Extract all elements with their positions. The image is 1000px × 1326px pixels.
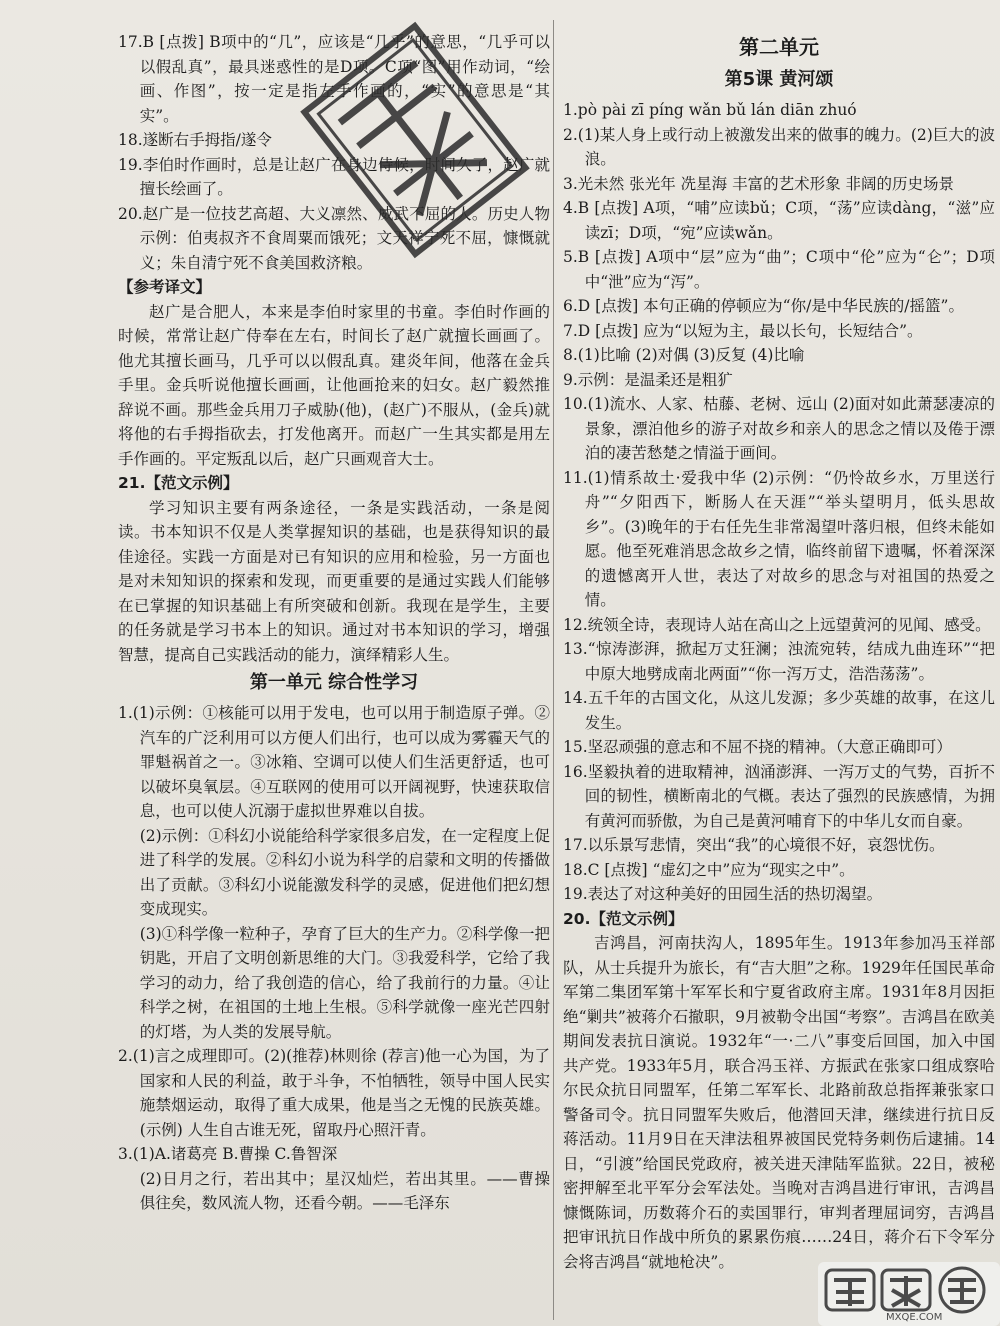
right-answers [563, 98, 995, 1274]
unit-title: 第二单元 [739, 35, 819, 59]
right-item-19: 20.【范文示例】 [563, 909, 684, 928]
right-item-17: 18.C [点拨] “虚幻之中”应为“现实之中”。 [563, 860, 855, 879]
left-item-7: 学习知识主要有两条途径，一条是实践活动，一条是阅读。书本知识不仅是人类掌握知识的基础，也是获得知识的最佳途径。实践一方面是对已有知识的应用和检验，另一方面也是对未知知识的探索和发现，而更重要的是通过实践人们能够在已掌握的知识基础上有所突破和创新。我现在是学生，主要的任务就是学习书本上的知识。通过对书本知识的学习，增强智慧，提高自己实践活动的能力，演绎精彩人生。 [118, 498, 550, 664]
right-item-18: 19.表达了对这种美好的田园生活的热切渴望。 [563, 885, 883, 903]
left-item-12: 2.(1)言之成理即可。(2)(推荐)林则徐 (荐言)他一心为国，为了国家和人民的利益，敢于斗争，不怕牺牲，领导中国人民实施禁烟运动，取得了重大成果，他是当之无愧的民族英雄。(示例) 人生自古谁无死，留取丹心照汗青。 [118, 1047, 550, 1139]
left-item-9: 1.(1)示例：①核能可以用于发电，也可以用于制造原子弹。②汽车的广泛利用可以方便人们出行，也可以成为雾霾天气的罪魁祸首之一。③冰箱、空调可以使人们生活更舒适，也可以破坏臭氧层。④互联网的使用可以开阔视野，快速获取信息，也可以使人沉溺于虚拟世界难以自拔。 [118, 704, 550, 820]
right-item-13: 14.五千年的古国文化，从这儿发源；多少英雄的故事，在这儿发生。 [563, 689, 995, 732]
left-item-10: (2)示例：①科幻小说能给科学家很多启发，在一定程度上促进了科学的发展。②科幻小说为科学的启蒙和文明的传播做出了贡献。③科幻小说能激发科学的灵感，促进他们把幻想变成现实。 [139, 826, 550, 918]
right-item-5: 6.D [点拨] 本句正确的停顿应为“你/是中华民族的/摇篮”。 [563, 297, 964, 315]
right-item-6: 7.D [点拨] 应为“以短为主，最以长句，长短结合”。 [563, 321, 923, 340]
left-item-3: 20.赵广是一位技艺高超、大义凛然、威武不屈的人。历史人物示例：伯夷叔齐不食周粟而饿死；文天祥宁死不屈，慷慨就义；朱自清宁死不食美国救济粮。 [118, 204, 550, 272]
right-column [563, 30, 995, 1274]
right-item-4: 5.B [点拨] A项中“层”应为“曲”；C项中“伦”应为“仑”；D项中“泄”应为“泻”。 [563, 248, 995, 291]
right-item-11: 12.统领全诗，表现诗人站在高山之上远望黄河的见闻、感受。 [563, 615, 991, 634]
left-column [118, 30, 550, 1216]
right-item-1: 2.(1)某人身上或行动上被激发出来的做事的魄力。(2)巨大的波浪。 [563, 125, 995, 168]
left-item-4: 【参考译文】 [118, 278, 212, 296]
left-item-13: 3.(1)A.诸葛亮 B.曹操 C.鲁智深 [118, 1145, 338, 1163]
watermark-logo-icon [824, 1266, 994, 1322]
column-divider [553, 20, 554, 1320]
right-item-9: 10.(1)流水、人家、枯藤、老树、远山 (2)面对如此萧瑟凄凉的景象，漂泊他乡的游子对故乡和亲人的思念之情以及倦于漂泊的凄苦愁楚之情溢于画间。 [563, 395, 995, 462]
lesson-title: 第5课 黄河颂 [724, 69, 834, 90]
left-item-14: (2)日月之行，若出其中；星汉灿烂，若出其里。——曹操 俱往矣，数风流人物，还看今朝。——毛泽东 [139, 1169, 550, 1212]
left-item-1: 18.遂断右手拇指/遂令 [118, 131, 272, 149]
right-item-7: 8.(1)比喻 (2)对偶 (3)反复 (4)比喻 [563, 346, 805, 364]
right-item-16: 17.以乐景写悲情，突出“我”的心境很不好，哀怨忧伤。 [563, 836, 945, 854]
left-item-5: 赵广是合肥人，本来是李伯时家里的书童。李伯时作画的时候，常常让赵广侍奉在左右，时间长了赵广就擅长画画了。他尤其擅长画马，几乎可以以假乱真。建炎年间，他落在金兵手里。金兵听说他擅长画画，让他画抢来的妇女。赵广毅然推辞说不画。那些金兵用刀子威胁(他)，(赵广)不服从，(金兵)就将他的右手拇指砍去，打发他离开。而赵广一生其实都是用左手作画的。平定叛乱以后，赵广只画观音大士。 [118, 302, 550, 468]
right-item-10: 11.(1)情系故土·爱我中华 (2)示例：“仍怜故乡水，万里送行舟”“夕阳西下，断肠人在天涯”“举头望明月，低头思故乡”。(3)晚年的于右任先生非常渴望叶落归根，但终未能如愿。他至死难消思念故乡之情，临终前留下遗嘱，怀着深深的遗憾离开人世，表达了对故乡的思念与对祖国的热爱之情。 [563, 468, 995, 609]
left-item-11: (3)①科学像一粒种子，孕育了巨大的生产力。②科学像一把钥匙，开启了文明创新思维的大门。③我爱科学，它给了我学习的动力，给了我创造的信心，给了我前行的力量。④让科学之树，在祖国的土地上生根。⑤科学就像一座光芒四射的灯塔，为人类的发展导航。 [139, 924, 550, 1041]
right-item-15: 16.坚毅执着的进取精神，汹涌澎湃、一泻万丈的气势，百折不回的韧性，横断南北的气概。表达了强烈的民族感情，为拥有黄河而骄傲，为自己是黄河哺育下的中华儿女而自豪。 [563, 762, 995, 830]
left-item-0: 17.B [点拨] B项中的“几”，应该是“几乎”的意思，“几乎可以以假乱真”，最具迷惑性的是D项。C项“图”用作动词，“绘画、作图”，按一定是指左手作画的，“实”的意思是“其实”。 [118, 33, 550, 125]
right-item-8: 9.示例：是温柔还是粗犷 [563, 370, 733, 389]
right-item-0: 1.pò pài zī píng wǎn bǔ lán diān zhuó [563, 101, 857, 119]
watermark-logo [818, 1262, 1000, 1326]
right-item-3: 4.B [点拨] A项，“哺”应读bǔ；C项，“荡”应读dàng，“滋”应读zī；D项，“宛”应读wǎn。 [563, 199, 995, 242]
left-item-2: 19.李伯时作画时，总是让赵广在身边侍候，时间久了，赵广就擅长绘画了。 [118, 155, 550, 198]
svg-text:MXQE.COM: MXQE.COM [886, 1312, 943, 1322]
left-item-6: 21.【范文示例】 [118, 474, 239, 492]
right-item-20: 吉鸿昌，河南扶沟人，1895年生。1913年参加冯玉祥部队，从士兵提升为旅长，有“吉大胆”之称。1929年任国民革命军第二集团军第十军军长和宁夏省政府主席。1931年8月因拒绝“剿共”被蒋介石撤职，9月被勒令出国“考察”。吉鸿昌在欧美期间发表抗日演说。1932年“一·二八”事变后回国，加入中国共产党。1933年5月，联合冯玉祥、方振武在张家口组成察哈尔民众抗日同盟军，任第二军军长、北路前敌总指挥兼张家口警备司令。抗日同盟军失败后，他潜回天津，继续进行抗日反蒋活动。11月9日在天津法租界被国民党特务刺伤后逮捕。14日，“引渡”给国民党政府，被关进天津陆军监狱。22日，被秘密押解至北平军分会军法处。当晚对吉鸿昌进行审讯，吉鸿昌慷慨陈词，历数蒋介石的卖国罪行，审判者理屈词穷，吉鸿昌把审讯抗日作战中所负的累累伤痕……24日，蒋介石下令军分会将吉鸿昌“就地枪决”。 [563, 934, 995, 1271]
right-item-2: 3.光未然 张光年 冼星海 丰富的艺术形象 非阔的历史场景 [563, 174, 954, 193]
right-item-14: 15.坚忍顽强的意志和不屈不挠的精神。（大意正确即可） [563, 738, 952, 756]
right-item-12: 13.“惊涛澎湃，掀起万丈狂澜；浊流宛转，结成九曲连环”“把中原大地劈成南北两面”“你一泻万丈，浩浩荡荡”。 [563, 640, 995, 683]
left-item-8: 第一单元 综合性学习 [249, 672, 419, 693]
